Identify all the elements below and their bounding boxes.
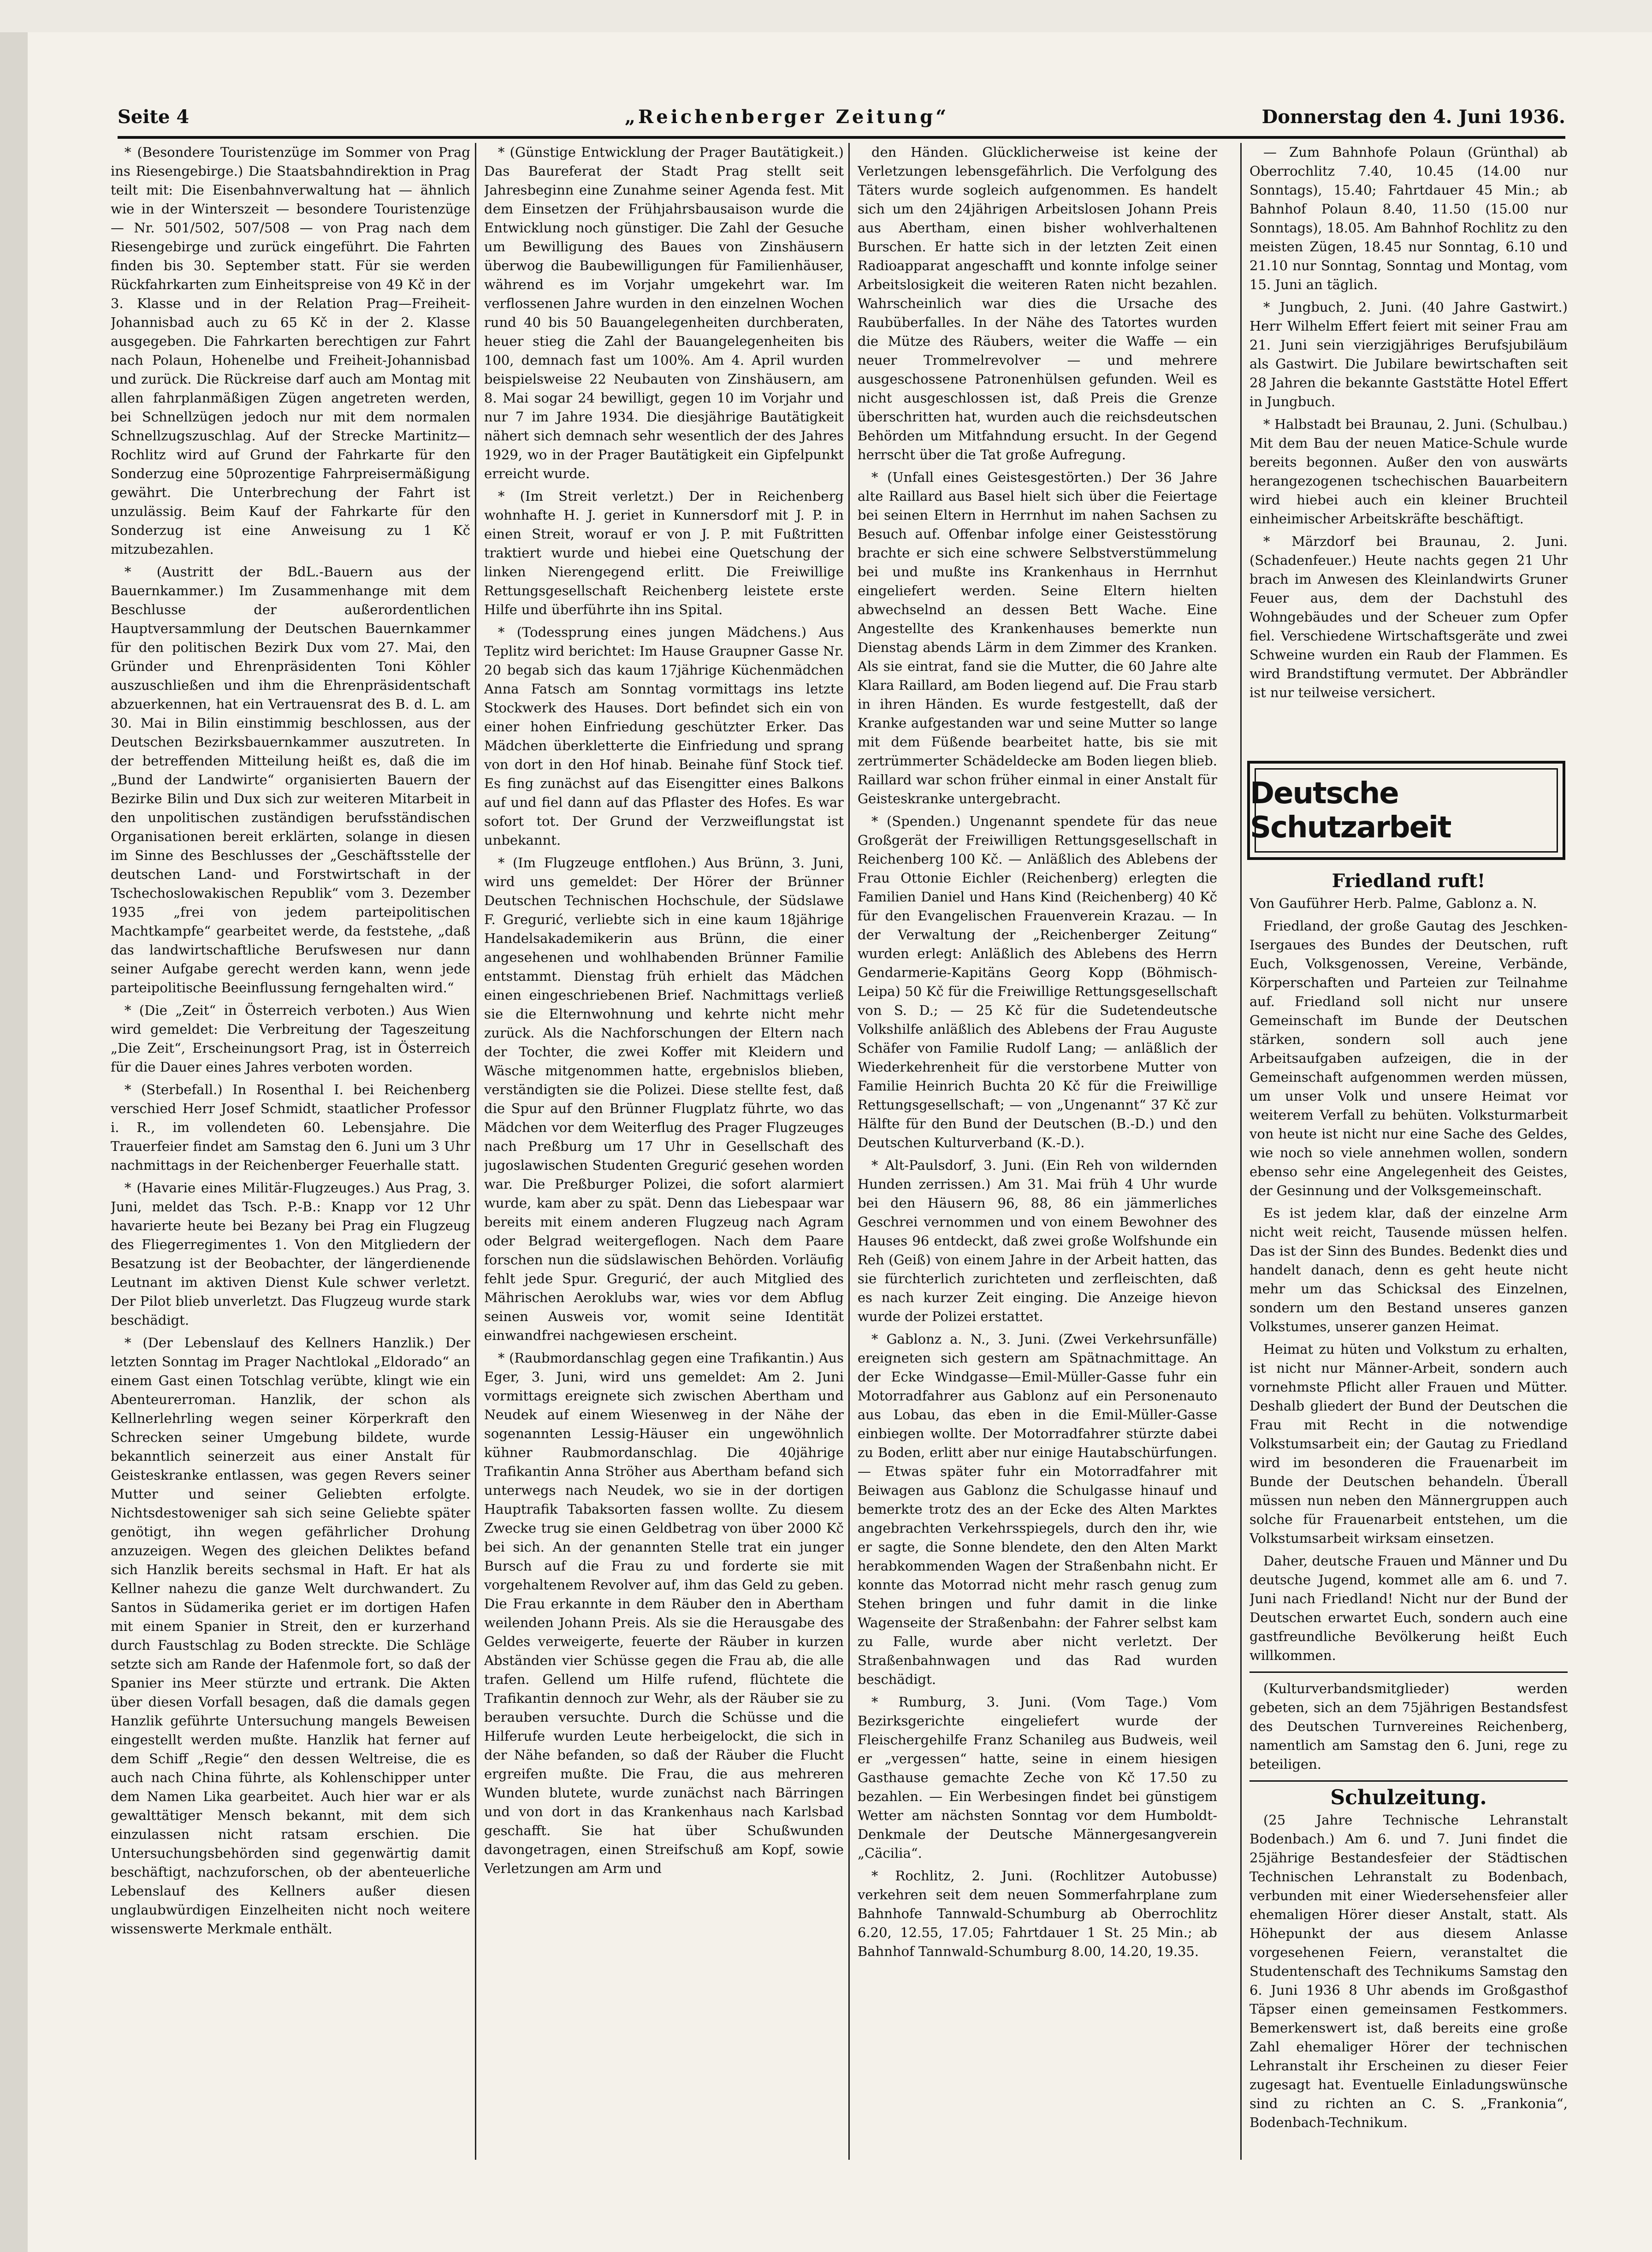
article-paragraph: * (Havarie eines Militär-Flugzeuges.) Aus Prag, 3. Juni, meldet das Tsch. P.-B.: Knapp vor 12 Uhr havarierte heute bei Bezany bei Prag ein Flugzeug des Fliegerregimentes 1. Von den Mitgliedern der Besatzung ist der Beobachter, der längerdienende Leutnant im aktiven Dienst Kule schwer verletzt. Der Pilot blieb unverletzt. Das Flugzeug wurde stark beschädigt. xyxy=(111,1180,470,1328)
article-paragraph: Daher, deutsche Frauen und Männer und Du deutsche Jugend, kommet alle am 6. und 7. Juni nach Friedland! Nicht nur der Bund der Deutschen erwartet Euch, sondern auch eine gastfreundliche Bevölkerung heißt Euch willkommen. xyxy=(1249,1553,1568,1663)
article-paragraph: * (Raubmordanschlag gegen eine Trafikantin.) Aus Eger, 3. Juni, wird uns gemeldet: Am 2. Juni vormittags ereignete sich zwischen Abertham und Neudek auf einem Wiesenweg in der Nähe der sogenannten Lessig-Häuser ein ungewöhnlich kühner Raubmordanschlag. Die 40jährige Trafikantin Anna Ströher aus Abertham befand sich unterwegs nach Neudek, wo sie in der dortigen Hauptrafik Tabaksorten fassen wollte. Zu diesem Zwecke trug sie einen Geldbetrag von über 2000 Kč bei sich. An der genannten Stelle trat ein junger Bursch auf die Frau zu und forderte sie mit vorgehaltenem Revolver auf, ihm das Geld zu geben. Die Frau erkannte in dem Räuber den in Abertham weilenden Johann Preis. Als sie die Herausgabe des Geldes verweigerte, feuerte der Räuber in kurzen Abständen vier Schüsse gegen die Frau ab, die alle trafen. Gellend um Hilfe rufend, flüchtete die Trafikantin dennoch zur Wehr, als der Räuber sie zu berauben versuchte. Durch die Schüsse und die Hilferufe wurden Leute herbeigelockt, die sich in der Nähe befanden, so daß der Räuber die Flucht ergreifen mußte. Die Frau, die aus mehreren Wunden blutete, wurde zunächst nach Bärringen und von dort in das Krankenhaus nach Karlsbad geschafft. Sie hat über Schußwunden davongetragen, einen Streifschuß am Kopf, sowie Verletzungen am Arm und xyxy=(484,1350,844,1876)
section-rule xyxy=(1249,1671,1568,1673)
article-paragraph: * Jungbuch, 2. Juni. (40 Jahre Gastwirt.) Herr Wilhelm Effert feiert mit seiner Frau am 21. Juni sein vierzigjähriges Berufsjubiläum als Gastwirt. Die Jubilare bewirtschaften seit 28 Jahren die bekannte Gaststätte Hotel Effert in Jungbuch. xyxy=(1249,299,1568,409)
article-paragraph: * (Der Lebenslauf des Kellners Hanzlik.) Der letzten Sonntag im Prager Nachtlokal „Eldorado“ an einem Gast einen Totschlag verübte, klingt wie ein Abenteurerroman. Hanzlik, der schon als Kellnerlehrling wegen seiner Körperkraft den Schrecken seiner Umgebung bildete, wurde bekanntlich seinerzeit aus einer Anstalt für Geisteskranke entlassen, was gegen Revers seiner Mutter und seiner Geliebten erfolgte. Nichtsdestoweniger sah sich seine Geliebte später genötigt, ihn wegen gefährlicher Drohung anzuzeigen. Wegen des gleichen Deliktes befand sich Hanzlik bereits sechsmal in Haft. Er hat als Kellner nahezu die ganze Welt durchwandert. Zu Santos in Südamerika geriet er im dortigen Hafen mit einem Spanier in Streit, den er kurzerhand durch Faustschlag zu Boden streckte. Die Schläge setzte sich am Rande der Hafenmole fort, so daß der Spanier ins Meer stürzte und ertrank. Die Akten über diesen Vorfall besagen, daß die damals gegen Hanzlik geführte Untersuchung mangels Beweisen eingestellt werden mußte. Hanzlik hat ferner auf dem Schiff „Regie“ den dessen Weltreise, die es auch nach China führte, als Kohlenschipper unter dem Namen Lika gearbeitet. Auch hier war er als gewalttätiger Mensch bekannt, mit dem sich einzulassen nicht ratsam erschien. Die Untersuchungsbehörden sind gegenwärtig damit beschäftigt, nachzuforschen, ob der abenteuerliche Lebenslauf des Kellners außer diesen unglaubwürdigen Einzelheiten nicht noch weitere wissenswerte Merkmale enthält. xyxy=(111,1335,470,1937)
article-paragraph: * Rumburg, 3. Juni. (Vom Tage.) Vom Bezirksgerichte eingeliefert wurde der Fleischergehilfe Franz Schanileg aus Budweis, weil er „vergessen“ hatte, seine in einem hiesigen Gasthause gemachte Zeche von Kč 17.50 zu bezahlen. — Ein Werbesingen findet bei günstigem Wetter am nächsten Sonntag vor dem Humboldt-Denkmale der Deutsche Männergesangverein „Cäcilia“. xyxy=(858,1694,1217,1861)
article-paragraph: * Märzdorf bei Braunau, 2. Juni. (Schadenfeuer.) Heute nachts gegen 21 Uhr brach im Anwesen des Kleinlandwirts Gruner Feuer aus, dem der Dachstuhl des Wohngebäudes und der Scheuer zum Opfer fiel. Verschiedene Wirtschaftsgeräte und zwei Schweine wurden ein Raub der Flammen. Es wird Brandstiftung vermutet. Der Abbrändler ist nur teilweise versichert. xyxy=(1249,533,1568,700)
column-2 xyxy=(484,143,844,2160)
page-number: Seite 4 xyxy=(118,106,189,128)
column-divider xyxy=(848,143,850,2160)
section-rule xyxy=(1249,1780,1568,1782)
article-paragraph: * Gablonz a. N., 3. Juni. (Zwei Verkehrsunfälle) ereigneten sich gestern am Spätnachmittage. An der Ecke Windgasse—Emil-Müller-Gasse fuhr ein Motorradfahrer aus Gablonz auf ein Personenauto aus Lobau, das eben in die Emil-Müller-Gasse einbiegen wollte. Der Motorradfahrer stürzte dabei zu Boden, erlitt aber nur einige Hautabschürfungen. — Etwas später fuhr ein Motorradfahrer mit Beiwagen aus Gablonz die Schulgasse hinauf und bemerkte trotz des an der Ecke des Alten Marktes angebrachten Verkehrsspiegels, durch den ihr, wie er sagte, die Sonne blendete, den den Alten Markt herabkommenden Wagen der Straßenbahn nicht. Er konnte das Motorrad nicht mehr rasch genug zum Stehen bringen und fuhr damit in die linke Wagenseite der Straßenbahn: der Fahrer selbst kam zu Falle, wurde aber nicht verletzt. Der Straßenbahnwagen und das Rad wurden beschädigt. xyxy=(858,1331,1217,1687)
article-paragraph: * (Todessprung eines jungen Mädchens.) Aus Teplitz wird berichtet: Im Hause Graupner Gasse Nr. 20 begab sich das kaum 17jährige Küchenmädchen Anna Fatsch am Sonntag vormittags ins letzte Stockwerk des Hauses. Dort befindet sich ein von einer hohen Einfriedung geschützter Erker. Das Mädchen überkletterte die Einfriedung und sprang von dort in den Hof hinab. Beinahe fünf Stock tief. Es fing zunächst auf das Eisengitter eines Balkons auf und fiel dann auf das Pflaster des Hofes. Es war sofort tot. Der Grund der Verzweiflungstat ist unbekannt. xyxy=(484,624,844,848)
column-divider xyxy=(1240,143,1242,2160)
column-1 xyxy=(111,143,470,2160)
article-paragraph: — Zum Bahnhofe Polaun (Grünthal) ab Oberrochlitz 7.40, 10.45 (14.00 nur Sonntags), 15.40; Fahrtdauer 45 Min.; ab Bahnhof Polaun 8.40, 11.50 (15.00 nur Sonntags), 18.05. Am Bahnhof Rochlitz zu den meisten Zügen, 18.45 nur Sonntag, 6.10 und 21.10 nur Sonntag, Sonntag und Montag, vom 15. Juni an täglich. xyxy=(1249,144,1568,292)
article-paragraph: * (Austritt der BdL.-Bauern aus der Bauernkammer.) Im Zusammenhange mit dem Beschlusse der außerordentlichen Hauptversammlung der Deutschen Bauernkammer für den politischen Bezirk Dux vom 27. Mai, den Gründer und Ehrenpräsidenten Toni Köhler auszuschließen und ihm die Ehrenpräsidentschaft abzuerkennen, hat ein Vertrauensrat des B. d. L. am 30. Mai in Bilin einstimmig beschlossen, aus der Deutschen Bezirksbauernkammer auszutreten. In der betreffenden Mitteilung heißt es, daß die im „Bund der Landwirte“ organisierten Bauern der Bezirke Bilin und Dux sich zur weiteren Mitarbeit in den unpolitischen zuständigen berufsständischen Organisationen bereit erklärten, solange in diesen im Sinne des Beschlusses der „Geschäftsstelle der deutschen Land- und Forstwirtschaft in der Tschechoslowakischen Republik“ vom 3. Dezember 1935 „frei von jedem parteipolitischen Machtkampfe“ gearbeitet werde, da feststehe, „daß das landwirtschaftliche Berufswesen nur dann seiner Aufgabe gerecht werden kann, wenn jede parteipolitische Beeinflussung ferngehalten wird.“ xyxy=(111,564,470,996)
article-paragraph: * Halbstadt bei Braunau, 2. Juni. (Schulbau.) Mit dem Bau der neuen Matice-Schule wurde bereits begonnen. Außer den von auswärts herangezogenen tschechischen Bauarbeitern wird hiebei auch ein kleiner Bruchteil einheimischer Arbeitskräfte beschäftigt. xyxy=(1249,416,1568,527)
article-paragraph: * Rochlitz, 2. Juni. (Rochlitzer Autobusse) verkehren seit dem neuen Sommerfahrplane zum Bahnhofe Tannwald-Schumburg ab Oberrochlitz 6.20, 12.55, 17.05; Fahrtdauer 1 St. 25 Min.; ab Bahnhof Tannwald-Schumburg 8.00, 14.20, 19.35. xyxy=(858,1868,1217,1959)
article-paragraph: Es ist jedem klar, daß der einzelne Arm nicht weit reicht, Tausende müssen helfen. Das ist der Sinn des Bundes. Bedenkt dies und handelt danach, denn es geht heute nicht mehr um das Schicksal des Einzelnen, sondern um den Bestand unseres ganzen Volkstumes, unserer ganzen Heimat. xyxy=(1249,1205,1568,1334)
article-paragraph: * (Sterbefall.) In Rosenthal I. bei Reichenberg verschied Herr Josef Schmidt, staatlicher Professor i. R., im vollendeten 60. Lebensjahre. Die Trauerfeier findet am Samstag den 6. Juni um 3 Uhr nachmittags in der Reichenberger Feuerhalle statt. xyxy=(111,1082,470,1173)
article-paragraph: Friedland, der große Gautag des Jeschken-Isergaues des Bundes der Deutschen, ruft Euch, Volksgenossen, Vereine, Verbände, Körperschaften und Parteien zur Teilnahme auf. Friedland soll nicht nur unsere Gemeinschaft im Bunde der Deutschen stärken, sondern soll auch jene Arbeitsaufgaben aufzeigen, die in der Gemeinschaft aufgenommen werden müssen, um unser Volk und unsere Heimat vor weiterem Verfall zu behüten. Volksturmarbeit von heute ist nicht nur eine Sache des Geldes, wie noch so viele annehmen wollen, sondern ebenso sehr eine Angelegenheit des Geistes, der Gesinnung und der Volksgemeinschaft. xyxy=(1249,918,1568,1198)
article-paragraph: * Alt-Paulsdorf, 3. Juni. (Ein Reh von wildernden Hunden zerrissen.) Am 31. Mai früh 4 Uhr wurde bei den Häusern 96, 88, 86 ein jämmerliches Geschrei vernommen und von einem Bewohner des Hauses 96 entdeckt, daß zwei große Wolfshunde ein Reh (Geiß) von einem Jahre in der Arbeit hatten, das sie fürchterlich zurichteten und zerfleischten, daß es nach kurzer Zeit einging. Die Anzeige hievon wurde der Polizei erstattet. xyxy=(858,1157,1217,1324)
column-4-bottom xyxy=(1249,871,1568,2160)
article-paragraph: * (Günstige Entwicklung der Prager Bautätigkeit.) Das Baureferat der Stadt Prag stellt seit Jahresbeginn eine Zunahme seiner Agenda fest. Mit dem Einsetzen der Frühjahrsbausaison wurde die Entwicklung noch günstiger. Die Zahl der Gesuche um Bewilligung des Baues von Zinshäusern überwog die Baubewilligungen für Familienhäuser, während es im Vorjahr umgekehrt war. Im verflossenen Jahre wurden in den einzelnen Wochen rund 40 bis 50 Bauangelegenheiten durchberaten, heuer stieg die Zahl der Bauangelegenheiten bis 100, demnach fast um 100%. Am 4. April wurden beispielsweise 22 Neubauten von Zinshäusern, am 8. Mai sogar 24 bewilligt, gegen 10 im Vorjahr und nur 7 im Jahre 1934. Die diesjährige Bautätigkeit nähert sich demnach sehr wesentlich der des Jahres 1929, wo in der Prager Bautätigkeit ein Gipfelpunkt erreicht wurde. xyxy=(484,144,844,481)
scan-border xyxy=(0,0,28,2252)
byline: Von Gauführer Herb. Palme, Gablonz a. N. xyxy=(1249,895,1537,911)
box-title-text: Deutsche Schutzarbeit xyxy=(1250,776,1451,845)
column-3 xyxy=(858,143,1217,2160)
school-section-title: Schulzeitung. xyxy=(1330,1786,1487,1809)
article-paragraph: den Händen. Glücklicherweise ist keine der Verletzungen lebensgefährlich. Die Verfolgung des Täters wurde sogleich aufgenommen. Es handelt sich um den 24jährigen Arbeitslosen Johann Preis aus Abertham, einen bisher wohlverhaltenen Burschen. Er hatte sich in der letzten Zeit einen Radioapparat angeschafft und konnte infolge seiner Arbeitslosigkeit die weiteren Raten nicht bezahlen. Wahrscheinlich war dies die Ursache des Raubüberfalles. In der Nähe des Tatortes wurden die Mütze des Räubers, weiter die Waffe — ein neuer Trommelrevolver — und mehrere ausgeschossene Patronenhülsen gefunden. Weil es nicht ausgeschlossen ist, daß Preis die Grenze überschritten hat, wurden auch die reichsdeutschen Behörden um Mitfahndung ersucht. In der Gegend herrscht über die Tat große Aufregung. xyxy=(858,144,1217,462)
article-paragraph: (25 Jahre Technische Lehranstalt Bodenbach.) Am 6. und 7. Juni findet die 25jährige Bestandesfeier der Städtischen Technischen Lehranstalt zu Bodenbach, verbunden mit einer Wiedersehensfeier aller ehemaligen Hörer dieser Anstalt, statt. Als Höhepunkt der aus diesem Anlasse vorgesehenen Feiern, veranstaltet die Studentenschaft des Technikums Samstag den 6. Juni 1936 8 Uhr abends im Großgasthof Täpser einen gemeinsamen Festkommers. Bemerkenswert ist, daß bereits eine große Zahl ehemaliger Hörer der technischen Lehranstalt ihr Erscheinen zu dieser Feier zugesagt hat. Eventuelle Einladungswünsche sind zu richten an C. S. „Frankonia“, Bodenbach-Technikum. xyxy=(1249,1812,1568,2130)
section-title: Friedland ruft! xyxy=(1332,871,1486,892)
section-box-title xyxy=(1247,761,1565,860)
article-paragraph: * (Die „Zeit“ in Österreich verboten.) Aus Wien wird gemeldet: Die Verbreitung der Tageszeitung „Die Zeit“, Erscheinungsort Prag, ist in Österreich für die Dauer eines Jahres verboten worden. xyxy=(111,1002,470,1075)
scan-border-top xyxy=(0,0,1652,32)
column-4-top xyxy=(1249,143,1568,752)
newspaper-title: „Reichenberger Zeitung“ xyxy=(625,106,949,128)
issue-date: Donnerstag den 4. Juni 1936. xyxy=(1261,106,1565,128)
page-header xyxy=(118,106,1565,138)
article-paragraph: * (Unfall eines Geistesgestörten.) Der 36 Jahre alte Raillard aus Basel hielt sich über die Feiertage bei seinen Eltern in Herrnhut im nahen Sachsen zu Besuch auf. Offenbar infolge einer Geistesstörung brachte er sich eine schwere Selbstverstümmelung bei und mußte ins Krankenhaus in Herrnhut eingeliefert werden. Seine Eltern hielten abwechselnd an dessen Bett Wache. Eine Angestellte des Krankenhauses bemerkte nun Dienstag abends Lärm in dem Zimmer des Kranken. Als sie eintrat, fand sie die Mutter, die 60 Jahre alte Klara Raillard, am Boden liegend auf. Die Frau starb in ihren Händen. Es wurde festgestellt, daß der Kranke aufgestanden war und seine Mutter so lange mit dem Füßende bearbeitet hatte, bis sie mit zertrümmerter Schädeldecke am Boden liegen blieb. Raillard war schon früher einmal in einer Anstalt für Geisteskranke untergebracht. xyxy=(858,469,1217,806)
header-rule xyxy=(118,136,1565,139)
article-paragraph: * (Im Flugzeuge entflohen.) Aus Brünn, 3. Juni, wird uns gemeldet: Der Hörer der Brünner Deutschen Technischen Hochschule, der Südslawe F. Gregurić, verliebte sich in eine kaum 18jährige Handelsakademikerin aus Brünn, die einer angesehenen und wohlhabenden Brünner Familie entstammt. Dienstag früh erhielt das Mädchen einen eingeschriebenen Brief. Nachmittags verließ sie die Elternwohnung und kehrte nicht mehr zurück. Als die Nachforschungen der Eltern nach der Tochter, die zwei Koffer mit Kleidern und Wäsche mitgenommen hatte, ergebnislos blieben, verständigten sie die Polizei. Diese stellte fest, daß die Spur auf den Brünner Flugplatz führte, wo das Mädchen vor dem Weiterflug des Prager Flugzeuges nach Preßburg um 17 Uhr in Gesellschaft des jugoslawischen Studenten Gregurić gesehen worden war. Die Preßburger Polizei, die sofort alarmiert wurde, kam aber zu spät. Denn das Liebespaar war bereits mit einem anderen Flugzeug nach Agram oder Belgrad weitergeflogen. Nach dem Paare forschen nun die südslawischen Behörden. Vorläufig fehlt jede Spur. Gregurić, der auch Mitglied des Mährischen Aeroklubs war, wies vor dem Abflug seinen Ausweis vor, womit seine Identität einwandfrei nachgewiesen erscheint. xyxy=(484,855,844,1343)
article-paragraph: * (Besondere Touristenzüge im Sommer von Prag ins Riesengebirge.) Die Staatsbahndirektion in Prag teilt mit: Die Eisenbahnverwaltung hat — ähnlich wie in der Winterszeit — besondere Touristenzüge — Nr. 501/502, 507/508 — von Prag nach dem Riesengebirge und zurück eingeführt. Die Fahrten finden bis 30. September statt. Für sie werden Rückfahrkarten zum Einheitspreise von 49 Kč in der 3. Klasse und in der Relation Prag—Freiheit-Johannisbad auch zu 65 Kč in der 2. Klasse ausgegeben. Die Fahrkarten berechtigen zur Fahrt nach Polaun, Hohenelbe und Freiheit-Johannisbad und zurück. Die Rückreise darf auch am Montag mit allen fahrplanmäßigen Zügen angetreten werden, bei Schnellzügen jedoch nur mit dem normalen Schnellzugszuschlag. Auf der Strecke Martinitz—Rochlitz wird auf Grund der Fahrkarte für den Sonderzug eine 50prozentige Fahrpreisermäßigung gewährt. Die Unterbrechung der Fahrt ist unzulässig. Beim Kauf der Fahrkarte für den Sonderzug ist eine Anweisung zu 1 Kč mitzubezahlen. xyxy=(111,144,470,557)
article-paragraph: (Kulturverbandsmitglieder) werden gebeten, sich an dem 75jährigen Bestandsfest des Deutschen Turnvereines Reichenberg, namentlich am Samstag den 6. Juni, rege zu beteiligen. xyxy=(1249,1681,1568,1772)
article-paragraph: * (Im Streit verletzt.) Der in Reichenberg wohnhafte H. J. geriet in Kunnersdorf mit J. P. in einen Streit, worauf er von J. P. mit Fußtritten traktiert wurde und hiebei eine Quetschung der linken Nierengegend erlitt. Die Freiwillige Rettungsgesellschaft Reichenberg leistete erste Hilfe und überführte ihn ins Spital. xyxy=(484,488,844,617)
column-divider xyxy=(475,143,476,2160)
article-paragraph: * (Spenden.) Ungenannt spendete für das neue Großgerät der Freiwilligen Rettungsgesellschaft in Reichenberg 100 Kč. — Anläßlich des Ablebens der Frau Ottonie Eichler (Reichenberg) erlegten die Familien Daniel und Hans Kind (Reichenberg) 40 Kč für den Evangelischen Frauenverein Krazau. — In der Verwaltung der „Reichenberger Zeitung“ wurden erlegt: Anläßlich des Ablebens des Herrn Gendarmerie-Kapitäns Georg Kopp (Böhmisch-Leipa) 50 Kč für die Freiwillige Rettungsgesellschaft von S. D.; — 25 Kč für die Sudetendeutsche Volkshilfe anläßlich des Ablebens der Frau Auguste Schäfer von Familie Rudolf Lang; — anläßlich der Wiederkehrenheit für die verstorbene Mutter von Familie Heinrich Buchta 20 Kč für die Freiwillige Rettungsgesellschaft; — von „Ungenannt“ 37 Kč zur Hälfte für den Bund der Deutschen (B.-D.) und den Deutschen Kulturverband (K.-D.). xyxy=(858,813,1217,1150)
article-paragraph: Heimat zu hüten und Volkstum zu erhalten, ist nicht nur Männer-Arbeit, sondern auch vornehmste Pflicht aller Frauen und Mütter. Deshalb gliedert der Bund der Deutschen die Frau mit Recht in die notwendige Volkstumsarbeit ein; der Gautag zu Friedland wird im besonderen die Frauenarbeit im Bunde der Deutschen behandeln. Überall müssen nun neben den Männergruppen auch solche für Frauenarbeit entstehen, um die Volkstumsarbeit wirksam einsetzen. xyxy=(1249,1341,1568,1546)
